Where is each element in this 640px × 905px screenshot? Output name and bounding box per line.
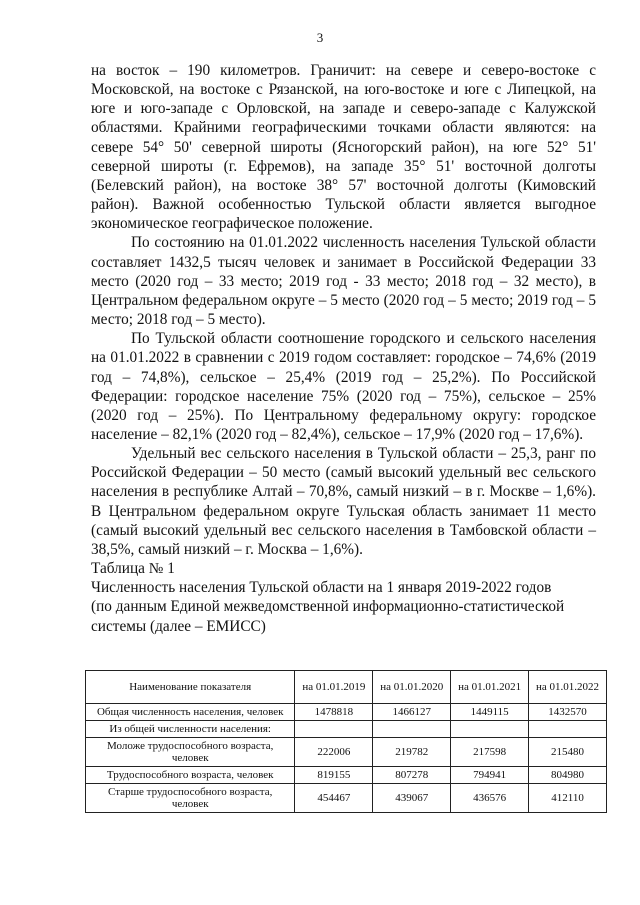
cell-value: 219782: [373, 738, 451, 767]
paragraph-population: По состоянию на 01.01.2022 численность населения Тульской области составляет 1432,5 тысяч человек и занимает в Российской Федерации 33 место (2020 год – 33 место; 2019 год - 33 место; 2018 год – 32 место), в Центральном федеральном округе – 5 место (2020 год – 5 место; 2019 год – 5 место; 2018 год – 5 место).: [91, 234, 596, 329]
cell-value: 222006: [295, 738, 373, 767]
table-row-total: [86, 704, 607, 721]
cell-empty: [529, 721, 607, 738]
paragraph-rural-share: Удельный вес сельского населения в Тульской области – 25,3, ранг по Российской Федерации – 50 место (самый высокий удельный вес сельского населения в республике Алтай – 70,8%, самый низкий – в г. Москве – 1,6%). В Центральном федеральном округе Тульская область занимает 11 место (самый высокий удельный вес сельского населения в Тамбовской области – 38,5%, самый низкий – г. Москва – 1,6%).: [91, 445, 596, 558]
paragraph-urban-rural: По Тульской области соотношение городского и сельского населения на 01.01.2022 в сравнении с 2019 годом составляет: городское – 74,6% (2019 год – 74,8%), сельское – 25,4% (2019 год – 25,2%). По Российской Федерации: городское население 75% (2020 год – 75%), сельское – 25% (2020 год – 25%). По Центральному федеральному округу: городское население – 82,1% (2020 год – 82,4%), сельское – 17,9% (2020 год – 17,6%).: [91, 330, 596, 443]
cell-empty: [295, 721, 373, 738]
row-label: Старше трудоспособного возраста, человек: [86, 784, 295, 813]
column-header-2022: на 01.01.2022: [529, 671, 607, 704]
row-label: Моложе трудоспособного возраста, человек: [86, 738, 295, 767]
cell-value: 1432570: [529, 704, 607, 721]
cell-value: 215480: [529, 738, 607, 767]
row-label: Трудоспособного возраста, человек: [86, 767, 295, 784]
cell-value: 217598: [451, 738, 529, 767]
column-header-2020: на 01.01.2020: [373, 671, 451, 704]
row-subheader: Из общей численности населения:: [86, 721, 295, 738]
cell-value: 1449115: [451, 704, 529, 721]
row-label: Общая численность населения, человек: [86, 704, 295, 721]
table-caption: [91, 578, 596, 635]
cell-value: 807278: [373, 767, 451, 784]
cell-value: 819155: [295, 767, 373, 784]
cell-value: 804980: [529, 767, 607, 784]
column-header-2019: на 01.01.2019: [295, 671, 373, 704]
page-number: 3: [316, 30, 324, 45]
table-row: [86, 738, 607, 767]
table-row: [86, 784, 607, 813]
table-header-row: [86, 671, 607, 704]
table-caption-line: (по данным Единой межведомственной информационно-статистической: [91, 598, 565, 616]
cell-value: 794941: [451, 767, 529, 784]
table-caption-line: системы (далее – ЕМИСС): [91, 617, 266, 635]
table-row: [86, 767, 607, 784]
cell-value: 439067: [373, 784, 451, 813]
table-row-subheader: [86, 721, 607, 738]
column-header-indicator: Наименование показателя: [86, 671, 295, 704]
paragraph-geography: на восток – 190 километров. Граничит: на севере и северо-востоке с Московской, на востоке с Рязанской, на юго-востоке и юге с Липецкой, на юге и юго-западе с Орловской, на западе и северо-западе с Калужской областями. Крайними географическими точками области являются: на севере 54° 50' северной широты (Ясногорский район), на юге 52° 51' северной широты (г. Ефремов), на западе 35° 51' восточной долготы (Белевский район), на востоке 38° 57' восточной долготы (Кимовский район). Важной особенностью Тульской области является выгодное экономическое географическое положение.: [91, 62, 596, 233]
cell-value: 412110: [529, 784, 607, 813]
population-table: [85, 670, 607, 813]
column-header-2021: на 01.01.2021: [451, 671, 529, 704]
cell-value: 436576: [451, 784, 529, 813]
cell-value: 1478818: [295, 704, 373, 721]
cell-empty: [451, 721, 529, 738]
table-label: Таблица № 1: [91, 560, 175, 578]
cell-value: 1466127: [373, 704, 451, 721]
body-text: [91, 61, 596, 636]
table-caption-line: Численность населения Тульской области на 1 января 2019-2022 годов: [91, 579, 552, 597]
cell-empty: [373, 721, 451, 738]
cell-value: 454467: [295, 784, 373, 813]
